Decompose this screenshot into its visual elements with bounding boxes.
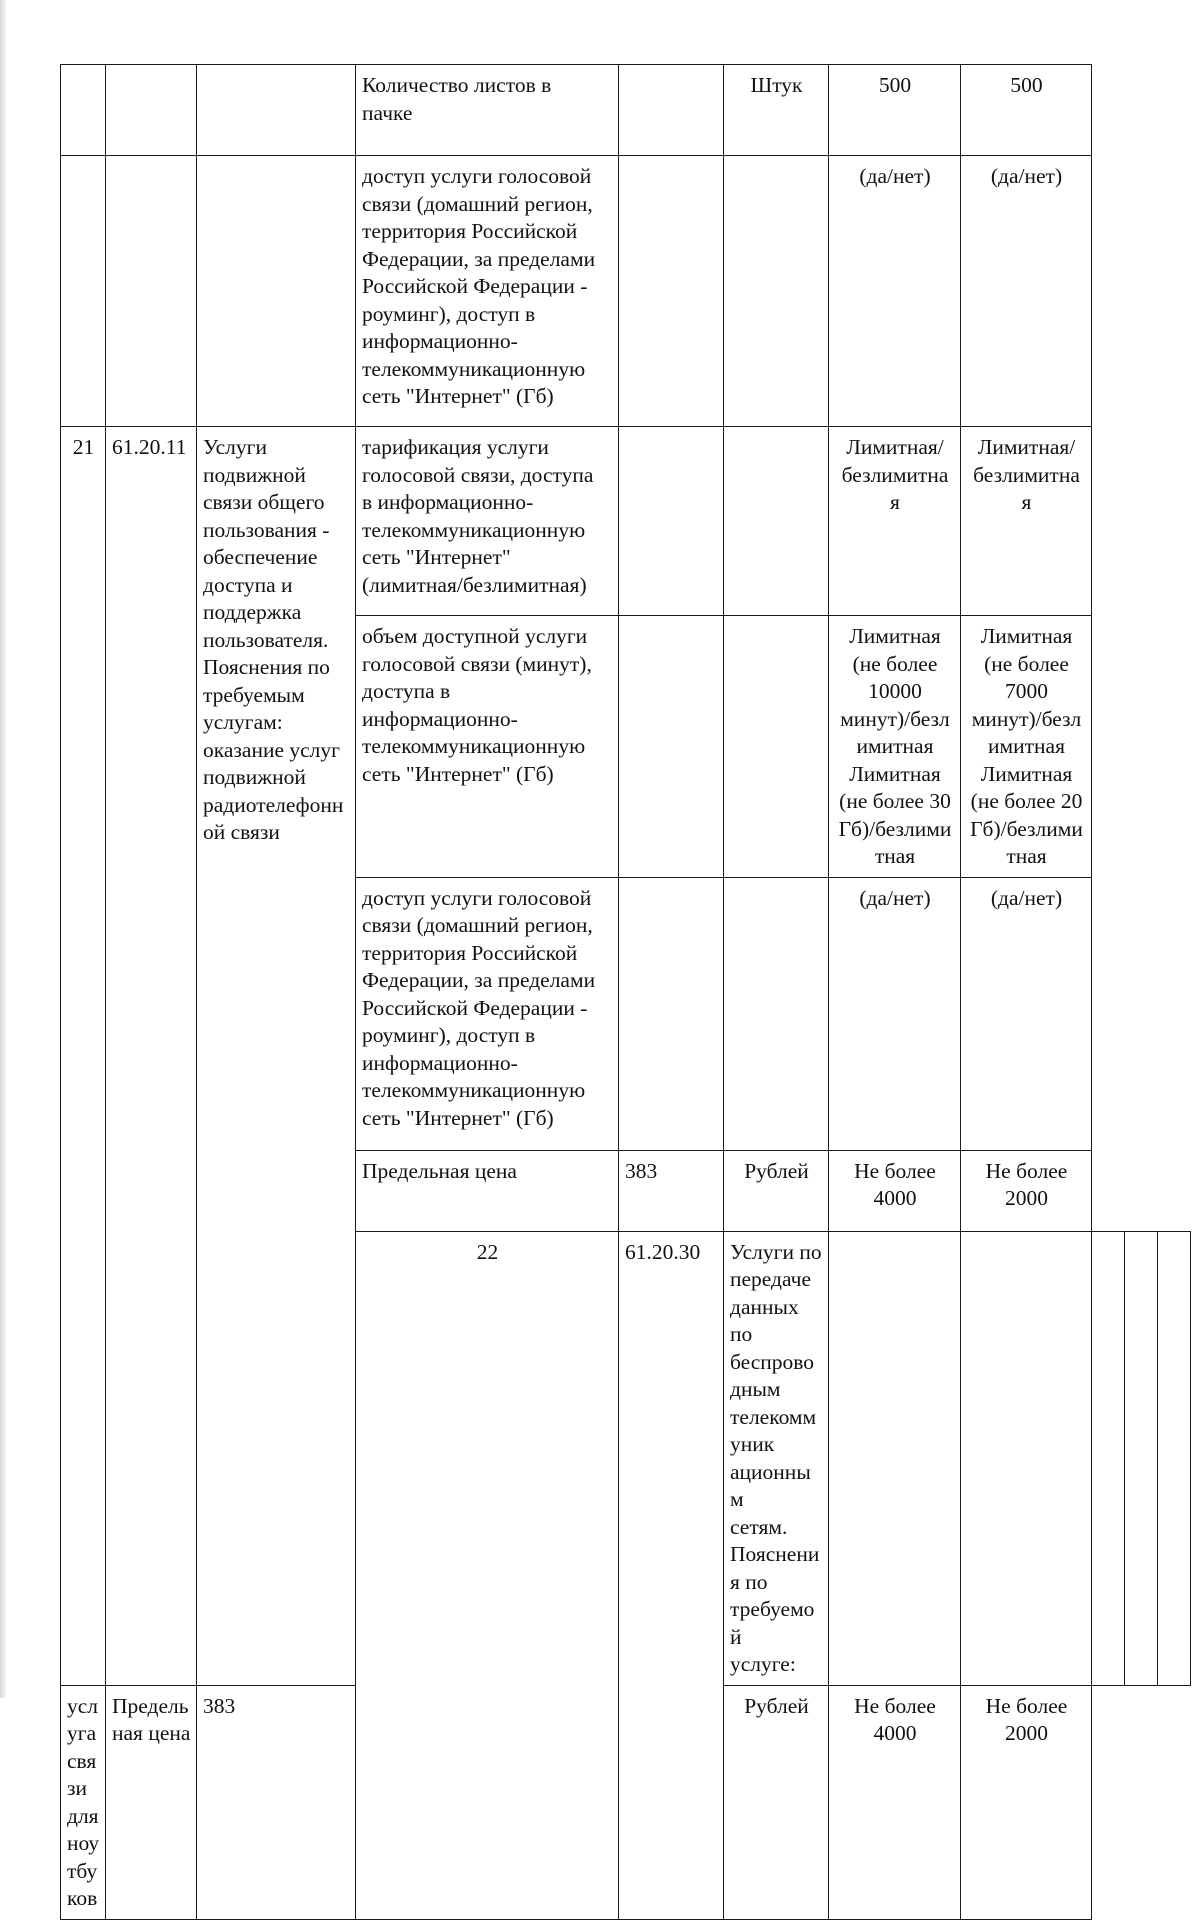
unit-cell: [724, 877, 829, 1150]
value-b-cell: [961, 65, 1092, 156]
value-b-cell: [1158, 1231, 1191, 1685]
value-b-text: (да/нет): [990, 885, 1063, 910]
value-a-cell: [829, 1685, 961, 1919]
okei-cell: [619, 156, 724, 427]
item-name: Услуги подвижной связи общего пользования - обеспечение доступа и поддержка пользователя. Пояснения по требуемым услугам: оказание услуг подвижной радиотелефонн ой связи: [203, 435, 344, 844]
characteristic-text: тарификация услуги голосовой связи, доступа в информационно- телекоммуникационную сеть "Интернет" (лимитная/безлимитная): [362, 435, 594, 597]
requirements-table: [60, 64, 1191, 1920]
unit-cell: [724, 427, 829, 616]
characteristic-cell: [356, 156, 619, 427]
characteristic-cell: [356, 65, 619, 156]
value-b-text: Не более 2000: [985, 1693, 1068, 1745]
okei-code: 383: [625, 1158, 658, 1183]
item-number: 21: [72, 435, 95, 459]
unit-cell: [724, 616, 829, 878]
code-cell: [106, 156, 197, 427]
name-cell: [197, 427, 356, 1686]
characteristic-cell: [356, 877, 619, 1150]
value-a-text: (да/нет): [859, 164, 931, 188]
value-b-cell: [961, 427, 1092, 616]
characteristic-cell: [356, 616, 619, 878]
value-b-cell: [961, 877, 1092, 1150]
unit-cell: [1092, 1231, 1125, 1685]
value-b-text: 500: [1010, 73, 1043, 97]
okei-cell: [961, 1231, 1092, 1685]
unit-cell: [724, 1150, 829, 1231]
service-text: услуга связи для ноутбуков: [67, 1693, 100, 1910]
value-a-text: Не более 4000: [854, 1158, 936, 1210]
value-b-text: Не более 2000: [985, 1158, 1068, 1210]
okei-cell: [619, 427, 724, 616]
unit-text: Рублей: [744, 1693, 809, 1718]
value-a-text: Лимитная (не более 10000 минут)/безл имитная Лимитная (не более 30 Гб)/безлими тная: [838, 624, 952, 868]
okei-cell: [197, 1685, 356, 1919]
table-row: [61, 65, 1191, 156]
value-b-text: (да/нет): [990, 164, 1063, 188]
number-cell: [356, 1231, 619, 1919]
characteristic-cell: [829, 1231, 961, 1685]
characteristic-cell: [356, 1150, 619, 1231]
value-a-cell: [1125, 1231, 1158, 1685]
okei-cell: [619, 877, 724, 1150]
okei-cell: [619, 616, 724, 878]
number-cell: [61, 65, 106, 156]
unit-text: Штук: [750, 73, 803, 97]
value-a-cell: [829, 427, 961, 616]
okpd-code: 61.20.30: [625, 1239, 701, 1264]
characteristic-text: Предельная цена: [362, 1158, 517, 1183]
unit-cell: [724, 1685, 829, 1919]
value-a-text: Не более 4000: [854, 1693, 936, 1745]
item-name: Услуги по передаче данных по беспроводным телекоммуник ационным сетям. Пояснения по требуемой услуге:: [730, 1239, 822, 1676]
table-row: [61, 427, 1191, 616]
value-b-cell: [961, 616, 1092, 878]
code-cell: [106, 427, 197, 1686]
code-cell: [619, 1231, 724, 1919]
value-a-cell: [829, 1150, 961, 1231]
unit-cell: [724, 65, 829, 156]
value-b-cell: [961, 1150, 1092, 1231]
unit-text: Рублей: [744, 1158, 809, 1183]
okpd-code: 61.20.11: [112, 435, 187, 459]
value-a-text: 500: [878, 73, 912, 97]
value-b-text: Лимитная/ безлимитна я: [973, 435, 1080, 514]
number-cell: [61, 427, 106, 1686]
number-cell: [61, 156, 106, 427]
characteristic-text: объем доступной услуги голосовой связи (минут), доступа в информационно- телекоммуникационную сеть "Интернет" (Гб): [362, 624, 592, 786]
code-cell: [106, 65, 197, 156]
okei-code: 383: [203, 1693, 236, 1718]
value-a-text: (да/нет): [859, 885, 931, 910]
page-edge: [0, 0, 6, 1698]
value-a-cell: [829, 156, 961, 427]
unit-cell: [724, 156, 829, 427]
value-b-cell: [961, 156, 1092, 427]
name-cell: [197, 156, 356, 427]
okei-cell: [619, 1150, 724, 1231]
name-cell: [724, 1231, 829, 1685]
value-a-cell: [829, 616, 961, 878]
value-b-text: Лимитная (не более 7000 минут)/безл имитная Лимитная (не более 20 Гб)/безлими тная: [970, 624, 1083, 868]
characteristic-cell: [356, 427, 619, 616]
table-row: [61, 156, 1191, 427]
item-number: 22: [476, 1239, 499, 1264]
characteristic-cell: [106, 1685, 197, 1919]
name-cell: [197, 65, 356, 156]
characteristic-text: Предельная цена: [112, 1693, 191, 1745]
characteristic-text: доступ услуги голосовой связи (домашний регион, территория Российской Федерации, за пределами Российской Федерации - роуминг), доступ в информационно- телекоммуникационную сеть "Интернет" (Гб): [362, 164, 596, 408]
value-a-cell: [829, 65, 961, 156]
value-a-cell: [829, 877, 961, 1150]
service-cell: [61, 1685, 106, 1919]
characteristic-text: доступ услуги голосовой связи (домашний регион, территория Российской Федерации, за пределами Российской Федерации - роуминг), доступ в информационно- телекоммуникационную сеть "Интернет" (Гб): [362, 885, 596, 1130]
value-a-text: Лимитная/ безлимитна я: [841, 435, 949, 514]
value-b-cell: [961, 1685, 1092, 1919]
okei-cell: [619, 65, 724, 156]
characteristic-text: Количество листов в пачке: [362, 73, 552, 125]
